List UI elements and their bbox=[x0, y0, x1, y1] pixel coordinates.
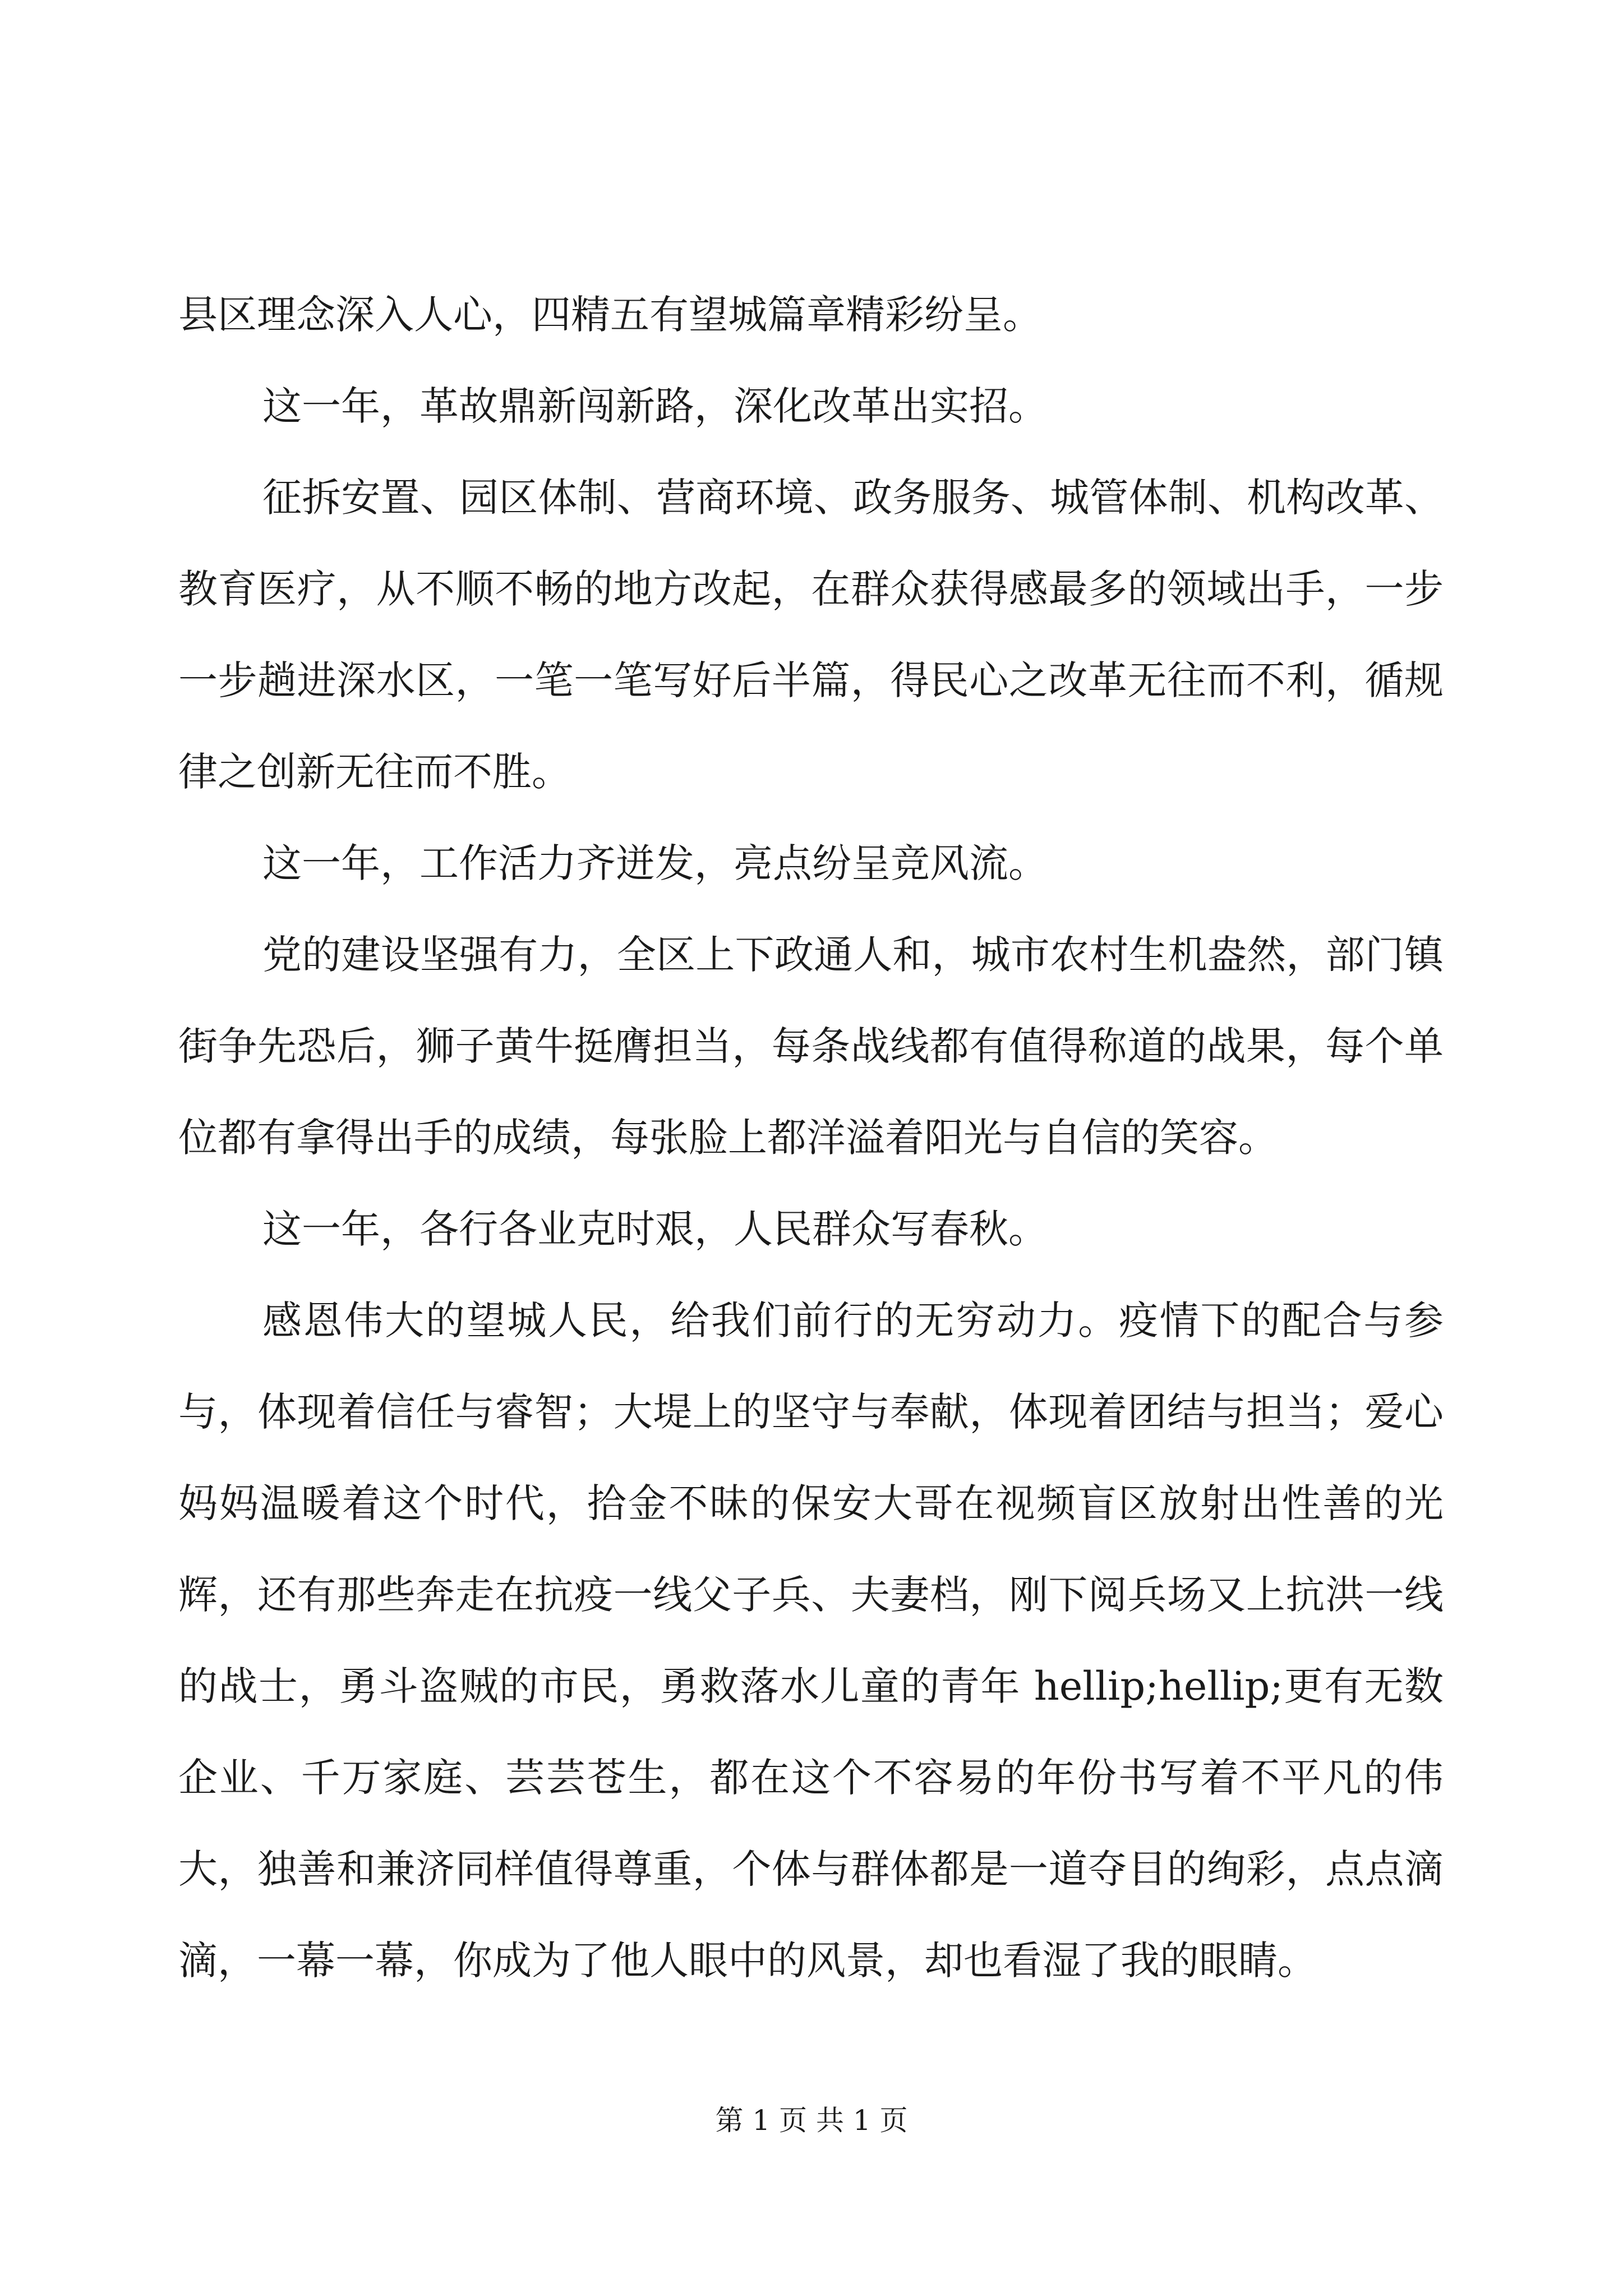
page-footer: 第 1 页 共 1 页 bbox=[715, 2104, 908, 2137]
paragraph-6: 这一年，各行各业克时艰，人民群众写春秋。 bbox=[262, 1206, 1048, 1252]
paragraph-4: 这一年，工作活力齐迸发，亮点纷呈竞风流。 bbox=[262, 840, 1048, 886]
paragraph-5: 党的建设坚强有力，全区上下政通人和，城市农村生机盎然，部门镇街争先恐后，狮子黄牛挺膺担当，每条战线都有值得称道的战果，每个单位都有拿得出手的成绩，每张脸上都洋溢着阳光与自信的笑容。 bbox=[178, 932, 1444, 1161]
paragraph-1: 县区理念深入人心，四精五有望城篇章精彩纷呈。 bbox=[178, 292, 1042, 338]
paragraph-3: 征拆安置、园区体制、营商环境、政务服务、城管体制、机构改革、教育医疗，从不顺不畅的地方改起，在群众获得感最多的领域出手，一步一步趟进深水区，一笔一笔写好后半篇，得民心之改革无往而不利，循规律之创新无往而不胜。 bbox=[178, 475, 1444, 795]
paragraph-2: 这一年，革故鼎新闯新路，深化改革出实招。 bbox=[262, 383, 1048, 429]
paragraph-7: 感恩伟大的望城人民，给我们前行的无穷动力。疫情下的配合与参与，体现着信任与睿智；大堤上的坚守与奉献，体现着团结与担当；爱心妈妈温暖着这个时代，拾金不昧的保安大哥在视频盲区放射出性善的光辉，还有那些奔走在抗疫一线父子兵、夫妻档，刚下阅兵场又上抗洪一线的战士，勇斗盗贼的市民，勇救落水儿童的青年 hellip;hellip;更有无数企业、千万家庭、芸芸苍生，都在这个不容易的年份书写着不平凡的伟大，独善和兼济同样值得尊重，个体与群体都是一道夺目的绚彩，点点滴滴，一幕一幕，你成为了他人眼中的风景，却也看湿了我的眼睛。 bbox=[178, 1297, 1444, 1984]
document-body bbox=[178, 269, 1444, 2007]
